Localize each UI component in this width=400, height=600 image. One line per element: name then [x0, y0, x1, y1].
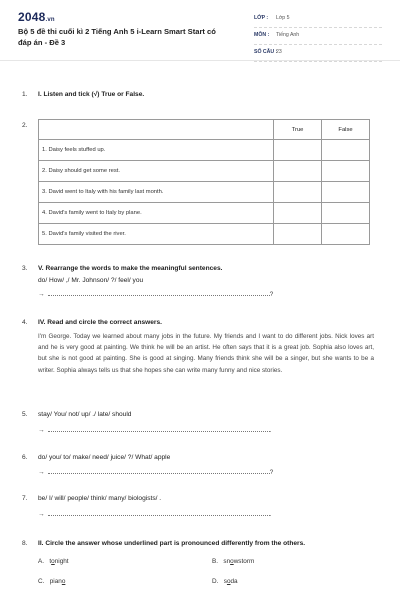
site-logo[interactable]: 2048.vn [18, 10, 55, 24]
arrow-icon: → [38, 511, 45, 518]
answer-line[interactable] [38, 289, 273, 298]
true-checkbox-cell[interactable] [274, 203, 322, 224]
table-row [39, 182, 370, 203]
choice-b[interactable]: B. snowstorm [212, 558, 255, 565]
meta-row-class [254, 12, 382, 28]
meta-row-subject [254, 29, 382, 45]
question-title: II. Circle the answer whose underlined part is pronounced differently from the others. [38, 540, 306, 547]
reading-passage: I'm George. Today we learned about many jobs in the future. My friends and I want to do different jobs. Nick loves art and he is very good at painting. We think he will be an artist. He often says that it is a great job. Sophia also loves art, but she is not good at painting. She is good at singing. Many friends think she will be a singer, but she wants to be a writer. Sophia always tells us that she hopes she can write many funny and nice stories. [38, 333, 374, 374]
question-number: 3. [22, 265, 28, 272]
false-checkbox-cell[interactable] [322, 224, 370, 245]
answer-line[interactable] [38, 425, 271, 434]
sentence-end: ? [269, 469, 274, 476]
meta-value: 23 [276, 49, 282, 55]
choice-a[interactable]: A. tonight [38, 558, 69, 565]
question-number: 8. [22, 540, 28, 547]
question-title: V. Rearrange the words to make the meaningful sentences. [38, 265, 223, 272]
choice-c[interactable]: C. piano [38, 578, 66, 585]
question-number: 5. [22, 411, 28, 418]
table-row [39, 140, 370, 161]
question-number: 6. [22, 454, 28, 461]
arrow-icon: → [38, 427, 45, 434]
true-checkbox-cell[interactable] [274, 161, 322, 182]
arrow-icon: → [38, 469, 45, 476]
statement-cell: 1. Daisy feels stuffed up. [39, 140, 274, 161]
meta-box [254, 12, 382, 63]
document-header [18, 10, 382, 64]
sentence-end: . [269, 427, 272, 434]
meta-label: SỐ CÂU : [254, 49, 278, 55]
answer-blank[interactable] [48, 425, 270, 432]
table-header-cell [39, 120, 274, 140]
question-title: IV. Read and circle the correct answers. [38, 319, 162, 326]
table-header-row [39, 120, 370, 140]
answer-line[interactable] [38, 509, 271, 518]
question-number: 4. [22, 319, 28, 326]
table-row [39, 224, 370, 245]
statement-cell: 5. David's family visited the river. [39, 224, 274, 245]
false-checkbox-cell[interactable] [322, 203, 370, 224]
true-checkbox-cell[interactable] [274, 182, 322, 203]
question-number: 2. [22, 122, 28, 129]
table-row [39, 203, 370, 224]
meta-label: MÔN : [254, 32, 270, 38]
document-title: Bộ 5 đề thi cuối kì 2 Tiếng Anh 5 i-Learn Smart Start có đáp án - Đề 3 [18, 27, 216, 47]
question-prompt: be/ I/ will/ people/ think/ many/ biologists/ . [38, 495, 162, 502]
false-checkbox-cell[interactable] [322, 140, 370, 161]
answer-blank[interactable] [48, 467, 270, 474]
meta-label: LỚP : [254, 15, 269, 21]
answer-blank[interactable] [48, 289, 270, 296]
question-prompt: stay/ You/ not/ up/ ./ late/ should [38, 411, 132, 418]
sentence-end: ? [269, 291, 274, 298]
question-title: I. Listen and tick (√) True or False. [38, 91, 145, 98]
question-prompt: do/ How/ ,/ Mr. Johnson/ ?/ feel/ you [38, 277, 144, 284]
header-divider [0, 60, 400, 61]
true-checkbox-cell[interactable] [274, 140, 322, 161]
false-checkbox-cell[interactable] [322, 161, 370, 182]
statement-cell: 3. David went to Italy with his family last month. [39, 182, 274, 203]
choice-d[interactable]: D. soda [212, 578, 238, 585]
answer-blank[interactable] [48, 509, 270, 516]
true-false-table [38, 119, 370, 245]
answer-line[interactable] [38, 467, 273, 476]
statement-cell: 4. David's family went to Italy by plane. [39, 203, 274, 224]
arrow-icon: → [38, 291, 45, 298]
question-prompt: do/ you/ to/ make/ need/ juice/ ?/ What/ apple [38, 454, 171, 461]
table-header-false: False [322, 120, 370, 140]
statement-cell: 2. Daisy should get some rest. [39, 161, 274, 182]
table-row [39, 161, 370, 182]
question-number: 7. [22, 495, 28, 502]
question-number: 1. [22, 91, 28, 98]
sentence-end: . [269, 511, 272, 518]
table-header-true: True [274, 120, 322, 140]
meta-value: Tiếng Anh [276, 32, 300, 38]
false-checkbox-cell[interactable] [322, 182, 370, 203]
meta-value: Lớp 5 [276, 15, 290, 21]
true-checkbox-cell[interactable] [274, 224, 322, 245]
